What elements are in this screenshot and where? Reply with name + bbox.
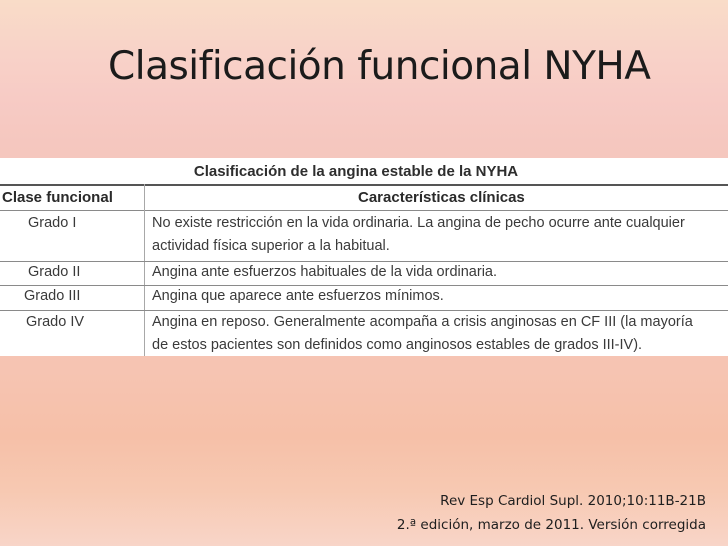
table-caption-text: Clasificación de la angina estable de la NYHA (193, 163, 519, 180)
row-rule-2 (0, 285, 728, 286)
table-caption (0, 163, 728, 180)
slide-title: Clasificación funcional NYHA (108, 44, 651, 89)
row-2-line-1: Angina ante esfuerzos habituales de la vida ordinaria. (152, 264, 498, 280)
row-4-line-2: de estos pacientes son definidos como anginosos estables de grados III-IV). (152, 337, 643, 353)
column-divider (144, 184, 145, 356)
source-citation: Rev Esp Cardiol Supl. 2010;10:11B-21B (440, 493, 706, 509)
row-3-line-1: Angina que aparece ante esfuerzos mínimos. (152, 288, 444, 304)
row-4-line-1: Angina en reposo. Generalmente acompaña a crisis anginosas en CF III (la mayoría (152, 314, 693, 330)
row-1-line-1: No existe restricción en la vida ordinaria. La angina de pecho ocurre ante cualquier (152, 215, 685, 231)
source-edition: 2.ª edición, marzo de 2011. Versión corregida (396, 517, 706, 533)
row-grade-1: Grado I (28, 215, 77, 231)
row-1-line-2: actividad física superior a la habitual. (152, 238, 390, 254)
header-clase-funcional: Clase funcional (2, 189, 113, 206)
row-grade-3: Grado III (24, 288, 81, 304)
row-rule-3 (0, 310, 728, 311)
row-rule-1 (0, 261, 728, 262)
row-grade-4: Grado IV (26, 314, 85, 330)
row-grade-2: Grado II (28, 264, 81, 280)
nyha-table (0, 158, 728, 356)
header-caracteristicas: Características clínicas (358, 189, 525, 206)
header-rule (0, 210, 728, 211)
table-top-rule (0, 184, 728, 186)
